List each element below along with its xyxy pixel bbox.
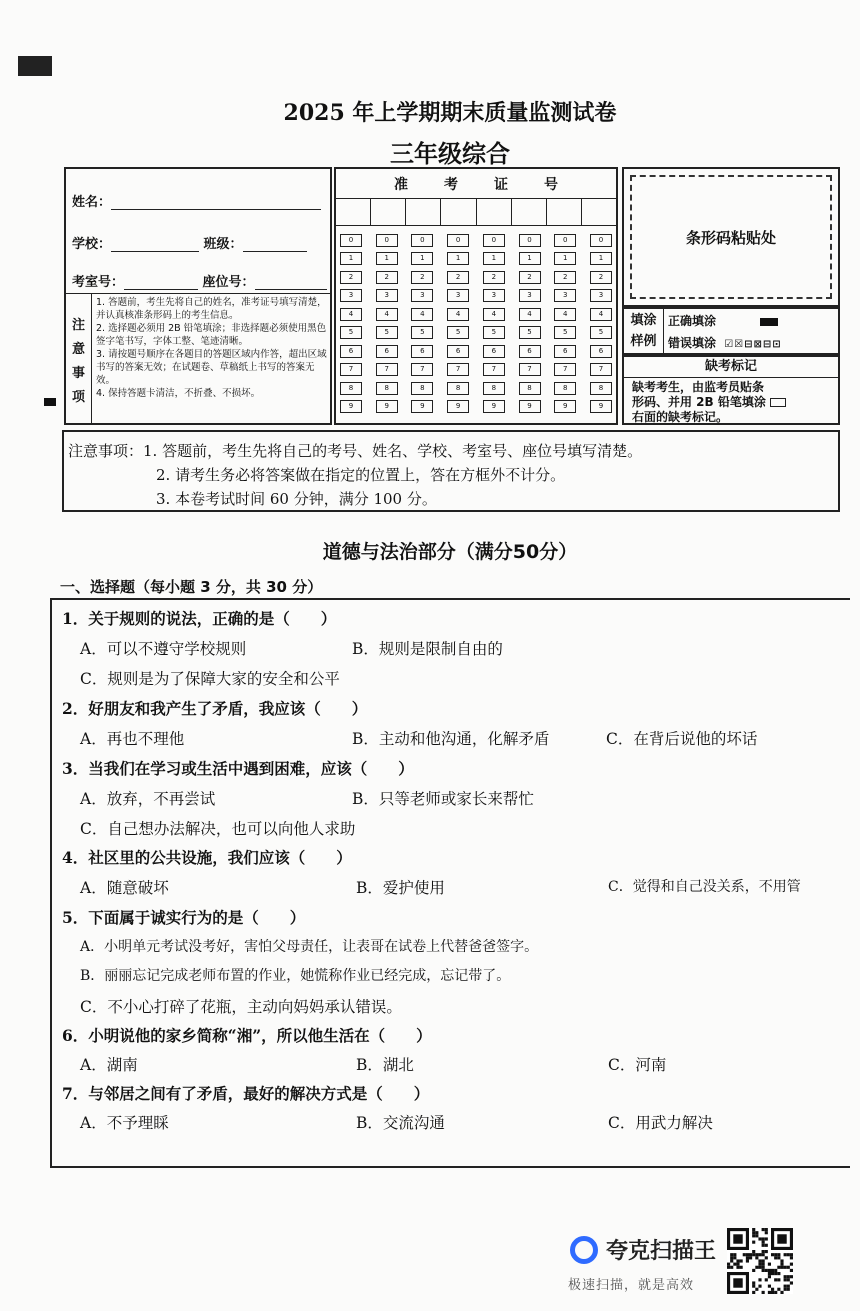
barcode-area <box>622 167 840 307</box>
digit-bubble[interactable]: 2 <box>411 271 433 284</box>
quark-logo-icon <box>570 1236 598 1264</box>
bubble-row <box>340 305 612 324</box>
digit-bubble[interactable]: 0 <box>519 234 541 247</box>
digit-bubble[interactable]: 4 <box>554 308 576 321</box>
attention-box <box>62 430 840 512</box>
digit-write-cell[interactable] <box>512 199 547 225</box>
digit-bubble[interactable]: 7 <box>376 363 398 376</box>
school-row <box>72 233 307 252</box>
question-6-stem: 6．小明说他的家乡简称“湘”，所以他生活在（ ） <box>62 1026 432 1045</box>
digit-bubble[interactable]: 1 <box>376 252 398 265</box>
digit-bubble[interactable]: 9 <box>447 400 469 413</box>
question-4-option-a[interactable]: A．随意破坏 <box>80 879 169 897</box>
digit-write-cell[interactable] <box>441 199 476 225</box>
digit-write-cell[interactable] <box>336 199 371 225</box>
student-info-box <box>64 167 332 425</box>
class-label: 班级： <box>203 237 243 252</box>
digit-bubble[interactable]: 8 <box>483 382 505 395</box>
digit-bubble[interactable]: 9 <box>340 400 362 413</box>
class-field[interactable] <box>243 237 307 252</box>
digit-bubble[interactable]: 7 <box>411 363 433 376</box>
digit-bubble[interactable]: 5 <box>411 326 433 339</box>
digit-bubble[interactable]: 4 <box>447 308 469 321</box>
digit-bubble[interactable]: 9 <box>411 400 433 413</box>
name-row <box>72 191 321 210</box>
digit-bubble[interactable]: 4 <box>590 308 612 321</box>
question-3-option-a[interactable]: A．放弃，不再尝试 <box>80 790 216 808</box>
digit-bubble[interactable]: 8 <box>411 382 433 395</box>
digit-bubble[interactable]: 3 <box>519 289 541 302</box>
bubble-row <box>340 268 612 287</box>
digit-bubble[interactable]: 8 <box>519 382 541 395</box>
bubble-row <box>340 287 612 306</box>
question-1-stem: 1．关于规则的说法，正确的是（ ） <box>62 609 337 628</box>
question-2-option-a[interactable]: A．再也不理他 <box>80 730 185 748</box>
side-alignment-mark <box>44 398 56 406</box>
digit-bubble[interactable]: 1 <box>483 252 505 265</box>
question-1-option-a[interactable]: A．可以不遵守学校规则 <box>80 640 247 658</box>
question-6-option-b[interactable]: B．湖北 <box>356 1056 414 1074</box>
question-3-option-b[interactable]: B．只等老师或家长来帮忙 <box>352 790 534 808</box>
room-field[interactable] <box>124 275 198 290</box>
digit-bubble[interactable]: 5 <box>340 326 362 339</box>
exam-subtitle: 三年级综合 <box>390 139 510 168</box>
question-1-option-b[interactable]: B．规则是限制自由的 <box>352 640 503 658</box>
fill-sample-label: 填涂样例 <box>624 309 664 353</box>
digit-bubble[interactable]: 9 <box>483 400 505 413</box>
school-field[interactable] <box>111 237 199 252</box>
notes-label-char: 事 <box>71 366 85 381</box>
digit-bubble[interactable]: 2 <box>519 271 541 284</box>
digit-bubble[interactable]: 2 <box>483 271 505 284</box>
digit-bubble[interactable]: 5 <box>447 326 469 339</box>
question-5-option-c[interactable]: C．不小心打碎了花瓶，主动向妈妈承认错误。 <box>80 998 402 1016</box>
digit-bubble[interactable]: 3 <box>340 289 362 302</box>
digit-bubble[interactable]: 4 <box>376 308 398 321</box>
digit-bubble[interactable]: 8 <box>340 382 362 395</box>
school-label: 学校： <box>72 237 112 252</box>
digit-bubble[interactable]: 4 <box>483 308 505 321</box>
absent-text-line: 形码、并用 2B 铅笔填涂 <box>632 395 830 410</box>
fill-sample-box <box>622 307 840 355</box>
absent-mark-title: 缺考标记 <box>624 357 838 378</box>
question-3-stem: 3．当我们在学习或生活中遇到困难，应该（ ） <box>62 759 414 778</box>
notes-label-char: 项 <box>71 390 85 405</box>
digit-bubble[interactable]: 8 <box>376 382 398 395</box>
digit-bubble[interactable]: 3 <box>411 289 433 302</box>
digit-bubble[interactable]: 4 <box>340 308 362 321</box>
digit-bubble[interactable]: 8 <box>554 382 576 395</box>
digit-write-cell[interactable] <box>371 199 406 225</box>
question-7-option-b[interactable]: B．交流沟通 <box>356 1114 445 1132</box>
digit-bubble[interactable]: 1 <box>340 252 362 265</box>
digit-bubble[interactable]: 6 <box>590 345 612 358</box>
admission-number-header <box>336 169 616 199</box>
question-4-option-c[interactable]: C．觉得和自己没关系，不用管 <box>608 879 801 895</box>
digit-bubble[interactable]: 3 <box>590 289 612 302</box>
digit-bubble[interactable]: 6 <box>376 345 398 358</box>
digit-write-cell[interactable] <box>547 199 582 225</box>
digit-bubble[interactable]: 7 <box>590 363 612 376</box>
digit-bubble[interactable]: 7 <box>340 363 362 376</box>
bubble-row <box>340 398 612 417</box>
question-2-stem: 2．好朋友和我产生了矛盾，我应该（ ） <box>62 699 368 718</box>
digit-bubble[interactable]: 9 <box>554 400 576 413</box>
notes-label <box>66 294 92 424</box>
barcode-paste-zone[interactable]: 条形码粘贴处 <box>630 175 832 299</box>
digit-bubble[interactable]: 9 <box>376 400 398 413</box>
question-5-option-b[interactable]: B．丽丽忘记完成老师布置的作业，她慌称作业已经完成，忘记带了。 <box>80 968 511 984</box>
digit-bubble[interactable]: 8 <box>590 382 612 395</box>
wrong-fill-label: 错误填涂 <box>668 336 717 350</box>
notes-label-char: 注 <box>71 318 85 333</box>
digit-bubble[interactable]: 1 <box>519 252 541 265</box>
digit-bubble[interactable]: 0 <box>554 234 576 247</box>
absent-text-line: 右面的缺考标记。 <box>632 410 729 424</box>
digit-bubble[interactable]: 3 <box>376 289 398 302</box>
brand-name: 夸克扫描王 <box>606 1239 717 1264</box>
digit-bubble[interactable]: 4 <box>411 308 433 321</box>
question-4-stem: 4．社区里的公共设施，我们应该（ ） <box>62 848 352 867</box>
attention-line-1: 注意事项：1. 答题前，考生先将自己的考号、姓名、学校、考室号、座位号填写清楚。 <box>68 442 643 460</box>
digit-write-cell[interactable] <box>477 199 512 225</box>
digit-bubble[interactable]: 0 <box>483 234 505 247</box>
part-heading: 一、选择题（每小题 3 分，共 30 分） <box>60 578 323 596</box>
question-2-option-c[interactable]: C．在背后说他的坏话 <box>606 730 758 748</box>
seat-field[interactable] <box>255 275 327 290</box>
question-6-option-a[interactable]: A．湖南 <box>80 1056 138 1074</box>
digit-bubble[interactable]: 2 <box>376 271 398 284</box>
exam-title: 2025 年上学期期末质量监测试卷 <box>283 100 617 126</box>
digit-bubble[interactable]: 1 <box>447 252 469 265</box>
digit-bubble[interactable]: 9 <box>519 400 541 413</box>
question-7-option-a[interactable]: A．不予理睬 <box>80 1114 169 1132</box>
correct-fill-label: 正确填涂 <box>668 314 717 328</box>
digit-bubble[interactable]: 0 <box>590 234 612 247</box>
digit-bubble[interactable]: 5 <box>590 326 612 339</box>
absent-mark-box <box>622 355 840 425</box>
absent-text-line: 缺考考生，由监考员贴条 <box>632 380 765 394</box>
qr-code-icon <box>727 1228 793 1294</box>
digit-bubble[interactable]: 0 <box>411 234 433 247</box>
question-4-option-b[interactable]: B．爱护使用 <box>356 879 445 897</box>
digit-bubble[interactable]: 4 <box>519 308 541 321</box>
absent-mark-bubble[interactable] <box>770 398 786 407</box>
question-1-option-c[interactable]: C．规则是为了保障大家的安全和公平 <box>80 670 340 688</box>
question-2-option-b[interactable]: B．主动和他沟通，化解矛盾 <box>352 730 550 748</box>
note-item: 4. 保持答题卡清洁，不折叠、不损坏。 <box>96 388 261 399</box>
digit-bubble[interactable]: 2 <box>590 271 612 284</box>
filled-bubble-icon <box>760 318 778 326</box>
admission-number-write-row <box>336 199 616 226</box>
attention-line-3: 3. 本卷考试时间 60 分钟，满分 100 分。 <box>156 490 437 508</box>
wrong-fill-icons: ☑☒⊟⊠⊟⊡ <box>724 339 782 350</box>
header-char: 考 <box>444 176 458 193</box>
digit-bubble[interactable]: 0 <box>447 234 469 247</box>
name-field[interactable] <box>111 195 321 210</box>
question-5-stem: 5．下面属于诚实行为的是（ ） <box>62 908 306 927</box>
digit-bubble[interactable]: 0 <box>376 234 398 247</box>
wrong-fill-row <box>668 334 782 351</box>
name-label: 姓名： <box>72 195 112 210</box>
bubble-row <box>340 324 612 343</box>
digit-bubble[interactable]: 3 <box>447 289 469 302</box>
header-char: 号 <box>544 176 558 193</box>
question-7-option-c[interactable]: C．用武力解决 <box>608 1114 713 1132</box>
bubble-row <box>340 361 612 380</box>
corner-alignment-mark <box>18 56 52 76</box>
digit-bubble[interactable]: 1 <box>411 252 433 265</box>
bubble-row <box>340 379 612 398</box>
digit-bubble[interactable]: 8 <box>447 382 469 395</box>
digit-bubble[interactable]: 6 <box>411 345 433 358</box>
notes-label-char: 意 <box>71 342 85 357</box>
brand-slogan: 极速扫描，就是高效 <box>568 1278 695 1293</box>
digit-bubble[interactable]: 2 <box>447 271 469 284</box>
digit-bubble[interactable]: 6 <box>340 345 362 358</box>
bubble-row <box>340 250 612 269</box>
absent-mark-text <box>624 378 838 427</box>
header-char: 准 <box>394 176 408 193</box>
digit-bubble-grid <box>340 231 612 416</box>
digit-bubble[interactable]: 6 <box>483 345 505 358</box>
section-title: 道德与法治部分（满分50分） <box>322 541 578 563</box>
note-item: 3. 请按题号顺序在各题目的答题区域内作答，超出区域书写的答案无效；在试题卷、草稿纸上书写的答案无效。 <box>96 349 327 386</box>
notes-section <box>66 293 330 424</box>
admission-number-box <box>334 167 618 425</box>
digit-bubble[interactable]: 7 <box>519 363 541 376</box>
digit-write-cell[interactable] <box>406 199 441 225</box>
correct-fill-row <box>668 312 778 329</box>
digit-bubble[interactable]: 3 <box>554 289 576 302</box>
room-row <box>72 271 327 290</box>
digit-bubble[interactable]: 5 <box>554 326 576 339</box>
digit-bubble[interactable]: 9 <box>590 400 612 413</box>
digit-bubble[interactable]: 2 <box>340 271 362 284</box>
room-label: 考室号： <box>72 275 125 290</box>
digit-bubble[interactable]: 7 <box>447 363 469 376</box>
digit-bubble[interactable]: 5 <box>519 326 541 339</box>
digit-bubble[interactable]: 5 <box>376 326 398 339</box>
digit-bubble[interactable]: 6 <box>447 345 469 358</box>
digit-bubble[interactable]: 7 <box>483 363 505 376</box>
digit-write-cell[interactable] <box>582 199 616 225</box>
note-item: 1. 答题前，考生先将自己的姓名，准考证号填写清楚，并认真核准条形码上的考生信息。 <box>96 297 327 321</box>
question-7-stem: 7．与邻居之间有了矛盾，最好的解决方式是（ ） <box>62 1084 430 1103</box>
digit-bubble[interactable]: 2 <box>554 271 576 284</box>
digit-bubble[interactable]: 6 <box>519 345 541 358</box>
question-6-option-c[interactable]: C．河南 <box>608 1056 667 1074</box>
digit-bubble[interactable]: 1 <box>554 252 576 265</box>
bubble-row <box>340 231 612 250</box>
digit-bubble[interactable]: 7 <box>554 363 576 376</box>
seat-label: 座位号： <box>202 275 255 290</box>
bubble-row <box>340 342 612 361</box>
header-char: 证 <box>494 176 508 193</box>
digit-bubble[interactable]: 3 <box>483 289 505 302</box>
attention-line-2: 2. 请考生务必将答案做在指定的位置上，答在方框外不计分。 <box>156 466 566 484</box>
question-5-option-a[interactable]: A．小明单元考试没考好，害怕父母责任，让表哥在试卷上代替爸爸签字。 <box>80 939 539 955</box>
question-3-option-c[interactable]: C．自己想办法解决，也可以向他人求助 <box>80 820 356 838</box>
digit-bubble[interactable]: 0 <box>340 234 362 247</box>
notes-list <box>96 296 328 400</box>
note-item: 2. 选择题必须用 2B 铅笔填涂；非选择题必须使用黑色签字笔书写，字体工整、笔迹清晰。 <box>96 323 327 347</box>
digit-bubble[interactable]: 1 <box>590 252 612 265</box>
digit-bubble[interactable]: 6 <box>554 345 576 358</box>
digit-bubble[interactable]: 5 <box>483 326 505 339</box>
